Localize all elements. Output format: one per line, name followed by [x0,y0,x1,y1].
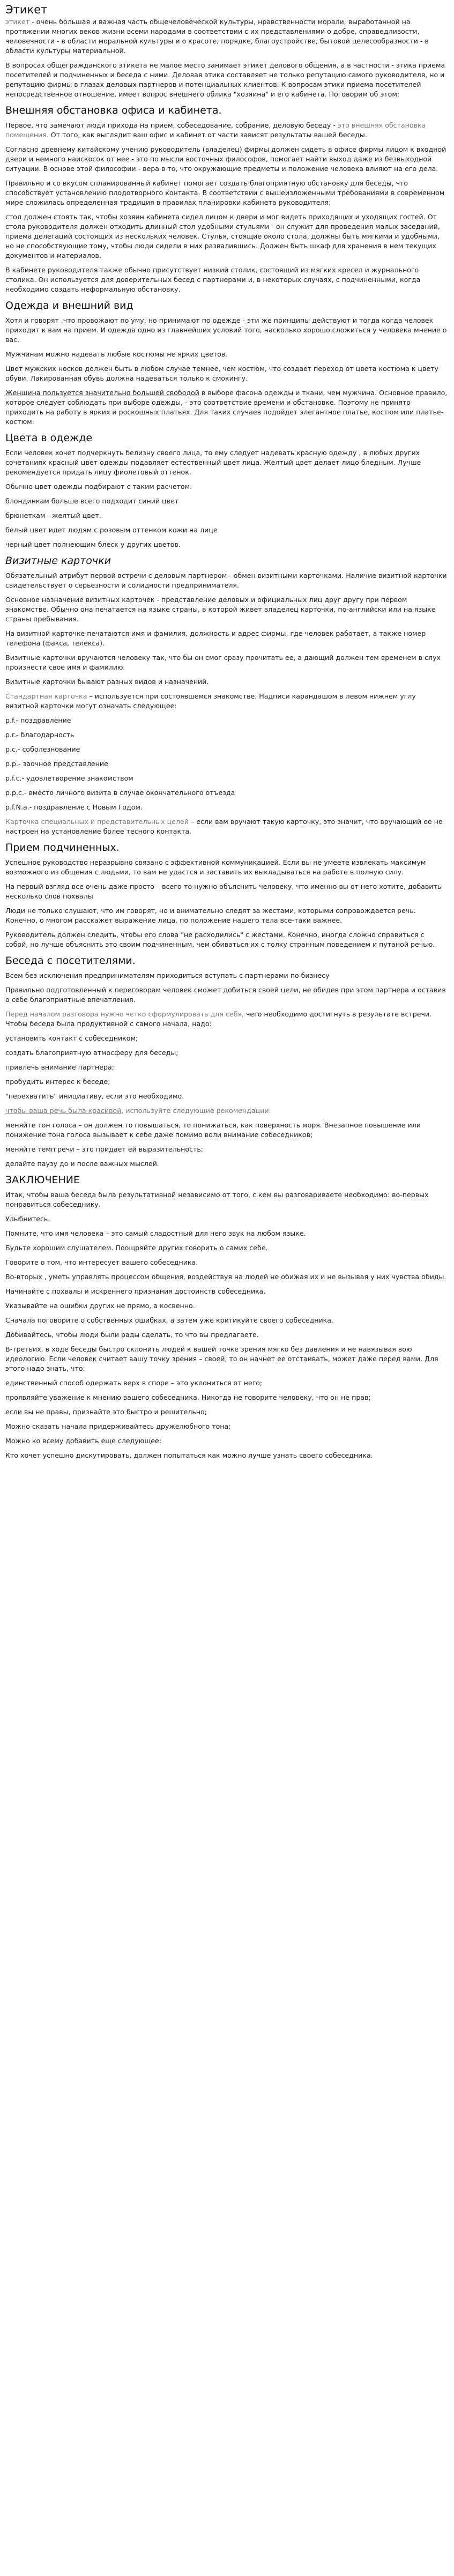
section-heading-conclusion: ЗАКЛЮЧЕНИЕ [5,1174,80,1186]
visitors-rec: меняйте тон голоса – он должен то повышаться, то понижаться, как поверхность моря. Внезапное повышение или понижение тона голоса вызывает к себе даже помимо воли внимание собеседников; [5,1121,421,1139]
office-text: Первое, что замечают люди прихода на прием, собеседование, собрание, деловую беседу - [5,121,338,129]
visitors-item: "перехватить" инициативу, если это необходимо. [5,1092,184,1100]
section-heading-clothing: Одежда и внешний вид [5,300,133,311]
conclusion-paragraph: Во-вторых , уметь управлять процессом общения, воздействуя на людей не обижая их и не вызывая у них чувства обиды. [5,1273,446,1281]
cards-accent: Карточка специальных и представительных целей [5,818,189,826]
cards-abbr-item: p.f.c.- удовлетворение знакомством [5,774,133,782]
colors-paragraph: Если человек хочет подчеркнуть белизну своего лица, то ему следует надевать красную одежду , в любых других сочетаниях красный цвет одежды подавляет естественный цвет лица. Желтый цвет делает лицо бледным. Лучше рекомендуется придать лицу фиолетовый оттенок. [5,449,421,476]
colors-item: блондинкам больше всего подходит синий цвет [5,497,179,505]
clothing-underlined: Женщина пользуется значительно большей свободой [5,389,199,397]
visitors-accent: Перед началом разговора нужно четко сформулировать для себя, [5,1010,244,1018]
conclusion-paragraph: проявляйте уважение к мнению вашего собеседника. Никогда не говорите человеку, что он не прав; [5,1393,371,1401]
visitors-paragraph [5,1009,449,1029]
visitors-item: привлечь внимание партнера; [5,1063,114,1071]
section-heading-visitors: Беседа с посетителями. [5,955,136,967]
section-heading-cards: Визитные карточки [5,555,111,567]
office-paragraph [5,121,449,140]
intro-text: - очень большая и важная часть общечеловеческой культуры, нравственности морали, выработанной на протяжении многих веков жизни всеми народами в соответствии с их представлениями о добре, справедливости, человечности - в области моральной культуры и о красоте, порядке, благоустройстве, бытовой целесообразности - в области культуры материальной. [5,18,429,55]
cards-abbr-item: p.r.- благодарность [5,731,75,739]
visitors-paragraph [5,1106,449,1116]
conclusion-item: Говорите о том, что интересует вашего собеседника. [5,1258,198,1266]
conclusion-paragraph: единственный способ одержать верх в споре – это уклониться от него; [5,1379,263,1387]
section-heading-colors: Цвета в одежде [5,432,93,444]
conclusion-paragraph: Начинайте с похвалы и искреннего признания достоинств собеседника. [5,1287,266,1295]
cards-paragraph: Обязательный атрибут первой встречи с деловым партнером - обмен визитными карточками. Наличие визитной карточки свидетельствует о серьезности и солидности предпринимателя. [5,571,447,589]
page-title: Этикет [5,3,48,16]
clothing-paragraph [5,388,449,427]
clothing-paragraph: Мужчинам можно надевать любые костюмы не ярких цветов. [5,350,228,358]
subordinates-paragraph: Люди не только слушают, что им говорят, но и внимательно следят за жестами, которыми сопровождается речь. Конечно, о многом расскажет выражение лица, по положение нашего тела все-таки важнее. [5,907,416,924]
colors-item: белый цвет идет людям с розовым оттенком кожи на лице [5,526,218,534]
visitors-item: установить контакт с собеседником; [5,1034,138,1042]
intro-paragraph: В вопросах общегражданского этикета не малое место занимает этикет делового общения, а в частности - этика приема посетителей и подчиненных и беседа с ними. Деловая этика составляет не только репутацию самого руководителя, но и репутацию фирмы в глазах деловых партнеров и потенциальных клиентов. К вопросам этики приема посетителей непосредственное отношение, имеет вопрос внешнего облика "хозяина" и его кабинета. Поговорим об этом: [5,61,445,98]
subordinates-paragraph: Руководитель должен следить, чтобы его слова "не расходились" с жестами. Конечно, иногда сложно справиться с собой, но лучше объяснить это своим подчиненным, чем обиваться их с толку странным поведением и путаной речью. [5,931,435,948]
conclusion-item: Улыбнитесь. [5,1215,50,1223]
conclusion-paragraph: В-третьих, в ходе беседы быстро склонить людей к вашей точке зрения мягко без давления и не навязывая вою идеологию. Если человек считает вашу точку зрения – своей, то он начнет ее отстаивать, может даже перед вами. Для этого надо знать, что: [5,1345,438,1372]
subordinates-paragraph: На первый взгляд все очень даже просто – всего-то нужно объяснить человеку, что именно вы от него хотите, добавить несколько слов похвалы [5,882,442,900]
cards-paragraph: Визитные карточки вручаются человеку так, что бы он смог сразу прочитать ее, а дающий должен тем временем в слух произнести свое имя и фамилию. [5,654,441,671]
visitors-underlined: чтобы ваша речь была красивой [5,1107,122,1115]
conclusion-paragraph: Можно ко всему добавить еще следующее: [5,1437,161,1445]
conclusion-paragraph: если вы не правы, признайте это быстро и решительно; [5,1408,207,1416]
visitors-text: чего необходимо достигнуть в результате встречи. Чтобы беседа была продуктивной с самого начала, надо: [5,1010,432,1028]
clothing-paragraph: Хотя и говорят ,что провожают по уму, но принимают по одежде - эти же принципы действуют и тогда когда человек приходит к вам на прием. И одежда одно из главнейших условий того, насколько хорошо сложиться у человека мнение о вас. [5,316,447,344]
clothing-text: в выборе фасона одежды и ткани, чем мужчина. Основное правило, которое следует соблюдать при выборе одежды, - это соответствие времени и обстановке. Поэтому не принято приходить на работу в ярких и роскошных платьях. Для таких случаев подойдет элегантное платье, костюм или платье-костюм. [5,389,448,426]
conclusion-paragraph: Сначала поговорите о собственных ошибках, а затем уже критикуйте своего собеседника. [5,1316,333,1324]
cards-text: – если вам вручают такую карточку, это значит, что вручающий ее не настроен на установление более тесного контакта. [5,818,443,835]
subordinates-paragraph: Успешное руководство неразрывно связано с эффективной коммуникацией. Если вы не умеете извлекать максимум возможного из общения с людьми, то вам не удастся и заставить их выкладываться на работе в полную силу. [5,858,426,876]
cards-text: – используется при состоявшемся знакомстве. Надписи карандашом в левом нижнем углу визитной карточки могут означать следующее: [5,692,416,710]
cards-paragraph [5,692,449,711]
cards-abbr-item: p.p.- заочное представление [5,760,108,768]
cards-paragraph: На визитной карточке печатаются имя и фамилия, должность и адрес фирмы, где человек работает, а также номер телефона (факса, телекса). [5,629,426,647]
office-text: От того, как выглядит ваш офис и кабинет от части зависят результаты вашей беседы. [48,131,367,139]
office-paragraph: В кабинете руководителя также обычно присутствует низкий столик, состоящий из мягких кресел и журнального столика. Он используется для доверительных бесед с партнерами и, в некоторых случаях, с подчиненными, когда необходимо создать неформальную обстановку. [5,266,421,293]
cards-abbr-item: p.p.c.- вместо личного визита в случае окончательного отъезда [5,789,235,797]
visitors-paragraph: Всем без исключения предпринимателям приходиться вступать с партнерами по бизнесу [5,971,330,979]
office-accent: это внешняя обстановка помещения. [5,121,426,139]
colors-item: черный цвет полнеющим блеск у других цветов. [5,540,181,548]
visitors-item: создать благоприятную атмосферу для беседы; [5,1049,178,1057]
intro-lead: этикет [5,18,30,26]
conclusion-item: Помните, что имя человека – это самый сладостный для него звук на любом языке. [5,1229,306,1237]
section-heading-office: Внешняя обстановка офиса и кабинета. [5,105,222,116]
conclusion-paragraph: Итак, чтобы ваша беседа была результативной независимо от того, с кем вы разговариваете необходимо: во-первых понравиться собеседнику. [5,1191,429,1208]
section-heading-subordinates: Прием подчиненных. [5,842,120,853]
visitors-rec: делайте паузу до и после важных мыслей. [5,1160,159,1168]
office-paragraph: Правильно и со вкусом спланированный кабинет помогает создать благоприятную обстановку для беседы, что способствует установлению плодотворного контакта. В соответствии с вышеизложенными требованиями в современном мире сложилась определенная традиция в правилах планировки кабинета руководителя: [5,179,445,206]
intro-paragraph [5,17,449,56]
conclusion-paragraph: Добивайтесь, чтобы люди были рады сделать, то что вы предлагаете. [5,1331,259,1339]
conclusion-paragraph: Можно сказать начала придерживайтесь дружелюбного тона; [5,1422,231,1430]
cards-abbr-item: p.c.- соболезнование [5,745,80,753]
conclusion-paragraph: Указывайте на ошибки других не прямо, а косвенно. [5,1302,195,1310]
cards-abbr-item: p.f.N.a.- поздравление с Новым Годом. [5,803,143,811]
visitors-paragraph: Правильно подготовленный к переговорам человек сможет добиться своей цели, не обидев при этом партнера и оставив о себе благоприятные впечатления. [5,986,446,1004]
cards-accent: Стандартная карточка [5,692,87,700]
colors-paragraph: Обычно цвет одежды подбирают с таким расчетом: [5,482,192,491]
visitors-rec: меняйте темп речи – это придает ей выразительность; [5,1145,204,1153]
cards-paragraph: Визитные карточки бывают разных видов и назначений. [5,678,209,686]
colors-item: брюнеткам - желтый цвет. [5,511,101,519]
cards-paragraph: Основное назначение визитных карточек - представление деловых и официальных лиц друг другу при первом знакомстве. Обычно она печатается на языке страны, в которой живет владелец карточки, по-английски или на языке страны пребывания. [5,596,436,623]
office-paragraph: стол должен стоять так, чтобы хозяин кабинета сидел лицом к двери и мог видеть приходящих и уходящих гостей. От стола руководителя должен отходить длинный стол удобными стульями - он служит для проведения малых заседаний, приема делегаций состоящих из нескольких человек. Стулья, стоящие около стола, должны быть мягкими и удобными, но не способствующие тому, чтобы люди сидели в них развалившись. Должен быть шкаф для хранения в нем текущих документов и материалов. [5,213,440,259]
cards-abbr-item: p.f.- поздравление [5,716,71,724]
visitors-item: пробудить интерес к беседе; [5,1078,110,1086]
conclusion-item: Будьте хорошим слушателем. Поощряйте других говорить о самих себе. [5,1244,268,1252]
cards-paragraph [5,817,449,836]
conclusion-paragraph: Кто хочет успешно дискутировать, должен попытаться как можно лучше узнать своего собеседника. [5,1451,373,1459]
visitors-accent: , используйте следующие рекомендации: [121,1107,271,1115]
office-paragraph: Согласно древнему китайскому учению руководитель (владелец) фирмы должен сидеть в офисе фирмы лицом к входной двери и немного наискосок от нее - это по мысли восточных философов, помогает найти выход даже из безвыходной ситуации. В основе этой философии - вера в то, что окружающие предметы и положение человека влияют на его дела. [5,145,446,173]
clothing-paragraph: Цвет мужских носков должен быть в любом случае темнее, чем костюм, что создает переход от цвета костюма к цвету обуви. Лакированная обувь должна надеваться только к смокингу. [5,365,438,382]
